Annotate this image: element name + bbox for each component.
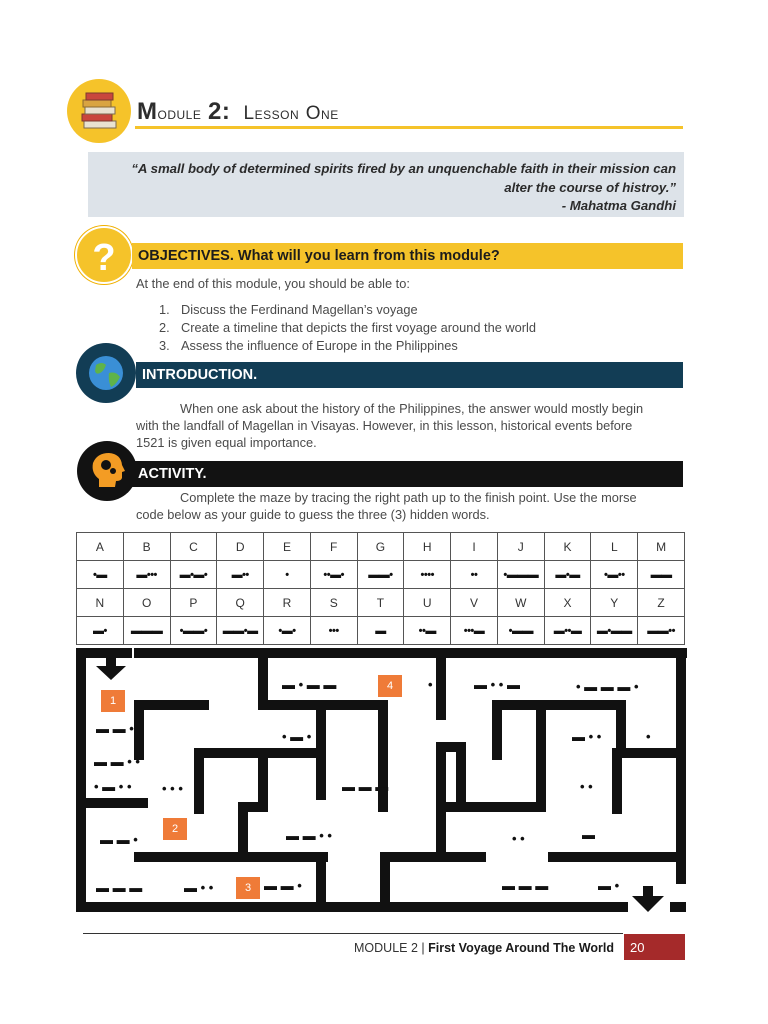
maze-code: • •	[580, 779, 593, 794]
code-cell: •	[264, 561, 311, 589]
code-cell: ••	[451, 561, 498, 589]
code-cell: ▬▬▬	[123, 617, 170, 645]
code-cell: •▬▬	[497, 617, 544, 645]
maze-badge-3: 3	[236, 877, 260, 899]
maze-code: • • •	[162, 781, 183, 796]
maze-badge-1: 1	[101, 690, 125, 712]
maze-badge-4: 4	[378, 675, 402, 697]
objectives-heading: OBJECTIVES. What will you learn from this module?	[132, 243, 683, 269]
code-cell: ▬▬•▬	[217, 617, 264, 645]
code-cell: ▬▬•	[357, 561, 404, 589]
code-cell: ▬	[357, 617, 404, 645]
letter-cell: D	[217, 533, 264, 561]
activity-line-1: Complete the maze by tracing the right path up to the finish point. Use the morse	[180, 490, 637, 505]
maze-code: ▬ ▬ ▬	[502, 878, 549, 893]
code-cell: •▬	[77, 561, 124, 589]
list-item: 1. Discuss the Ferdinand Magellan’s voyage	[159, 302, 418, 317]
maze-code: ▬ ▬ •	[96, 721, 134, 736]
activity-heading: ACTIVITY.	[132, 461, 683, 487]
letter-cell: Q	[217, 589, 264, 617]
intro-line-3: 1521 is given equal importance.	[136, 435, 317, 450]
code-cell: ▬▬••	[638, 617, 685, 645]
svg-text:?: ?	[92, 237, 116, 279]
intro-line-2: with the landfall of Magellan in Visayas. However, in this lesson, historical events before	[136, 418, 633, 433]
letter-cell: P	[170, 589, 217, 617]
code-cell: •▬•	[264, 617, 311, 645]
letter-cell: J	[497, 533, 544, 561]
letter-cell: A	[77, 533, 124, 561]
letter-cell: H	[404, 533, 451, 561]
maze-code: ▬ ▬ •	[100, 832, 138, 847]
code-cell: •▬▬•	[170, 617, 217, 645]
quote-line-2: alter the course of histroy.”	[504, 179, 676, 195]
maze-code: ▬ • •	[184, 880, 214, 895]
code-cell: •••▬	[451, 617, 498, 645]
code-cell: ••▬•	[310, 561, 357, 589]
module-title: Module 2: Lesson One	[137, 98, 339, 125]
letter-cell: W	[497, 589, 544, 617]
code-cell: ▬•••	[123, 561, 170, 589]
quote-line-1: “A small body of determined spirits fired by an unquenchable faith in their mission can	[131, 161, 676, 176]
letter-cell: C	[170, 533, 217, 561]
list-item: 3. Assess the influence of Europe in the Philippines	[159, 338, 458, 353]
letter-cell: G	[357, 533, 404, 561]
code-cell: •▬▬▬	[497, 561, 544, 589]
code-cell: ••••	[404, 561, 451, 589]
code-cell: •▬••	[591, 561, 638, 589]
letter-cell: Y	[591, 589, 638, 617]
maze-code: ▬ • • ▬	[474, 677, 520, 692]
letter-cell: V	[451, 589, 498, 617]
maze-code: •	[646, 729, 651, 744]
maze-badge-2: 2	[163, 818, 187, 840]
letter-cell: K	[544, 533, 591, 561]
quote-author: - Mahatma Gandhi	[561, 198, 676, 213]
code-cell: ▬•▬▬	[591, 617, 638, 645]
letter-cell: R	[264, 589, 311, 617]
letter-cell: L	[591, 533, 638, 561]
letter-cell: S	[310, 589, 357, 617]
letter-cell: E	[264, 533, 311, 561]
maze-code: ▬ •	[598, 878, 620, 893]
list-item: 2. Create a timeline that depicts the first voyage around the world	[159, 320, 536, 335]
code-cell: ▬••	[217, 561, 264, 589]
introduction-heading: INTRODUCTION.	[136, 362, 683, 388]
maze-code: ▬ ▬ ▬	[96, 880, 143, 895]
code-cell: ••▬	[404, 617, 451, 645]
maze-code: ▬ ▬ •	[264, 878, 302, 893]
letter-cell: B	[123, 533, 170, 561]
footer-divider	[83, 933, 623, 934]
objectives-intro: At the end of this module, you should be able to:	[136, 276, 410, 291]
code-cell: ▬•▬•	[170, 561, 217, 589]
letter-cell: M	[638, 533, 685, 561]
maze-code: ▬ ▬ • •	[94, 754, 140, 769]
maze-code: • ▬ • •	[94, 779, 132, 794]
maze-code: • ▬ ▬ ▬ •	[576, 679, 639, 694]
maze-code: •	[428, 677, 433, 692]
letter-cell: X	[544, 589, 591, 617]
maze-code: ▬	[582, 827, 595, 842]
code-cell: ▬••▬	[544, 617, 591, 645]
letter-cell: U	[404, 589, 451, 617]
letter-cell: T	[357, 589, 404, 617]
letter-cell: O	[123, 589, 170, 617]
footer-title: MODULE 2 | First Voyage Around The World	[354, 941, 614, 955]
intro-line-1: When one ask about the history of the Philippines, the answer would mostly begin	[180, 401, 644, 416]
finish-arrow-icon	[632, 886, 664, 912]
maze-code: ▬ • ▬ ▬	[282, 677, 337, 692]
letter-cell: F	[310, 533, 357, 561]
activity-line-2: code below as your guide to guess the three (3) hidden words.	[136, 507, 490, 522]
letter-cell: I	[451, 533, 498, 561]
maze-code: ▬ • •	[572, 729, 602, 744]
letter-cell: Z	[638, 589, 685, 617]
maze-code: ▬ ▬ ▬	[342, 779, 389, 794]
code-cell: •••	[310, 617, 357, 645]
maze-code: ▬ ▬ • •	[286, 828, 332, 843]
maze-code: • ▬ •	[282, 729, 312, 744]
maze-code: • •	[512, 831, 525, 846]
code-cell: ▬•▬	[544, 561, 591, 589]
page-number: 20	[624, 934, 685, 960]
code-cell: ▬▬	[638, 561, 685, 589]
code-cell: ▬•	[77, 617, 124, 645]
letter-cell: N	[77, 589, 124, 617]
